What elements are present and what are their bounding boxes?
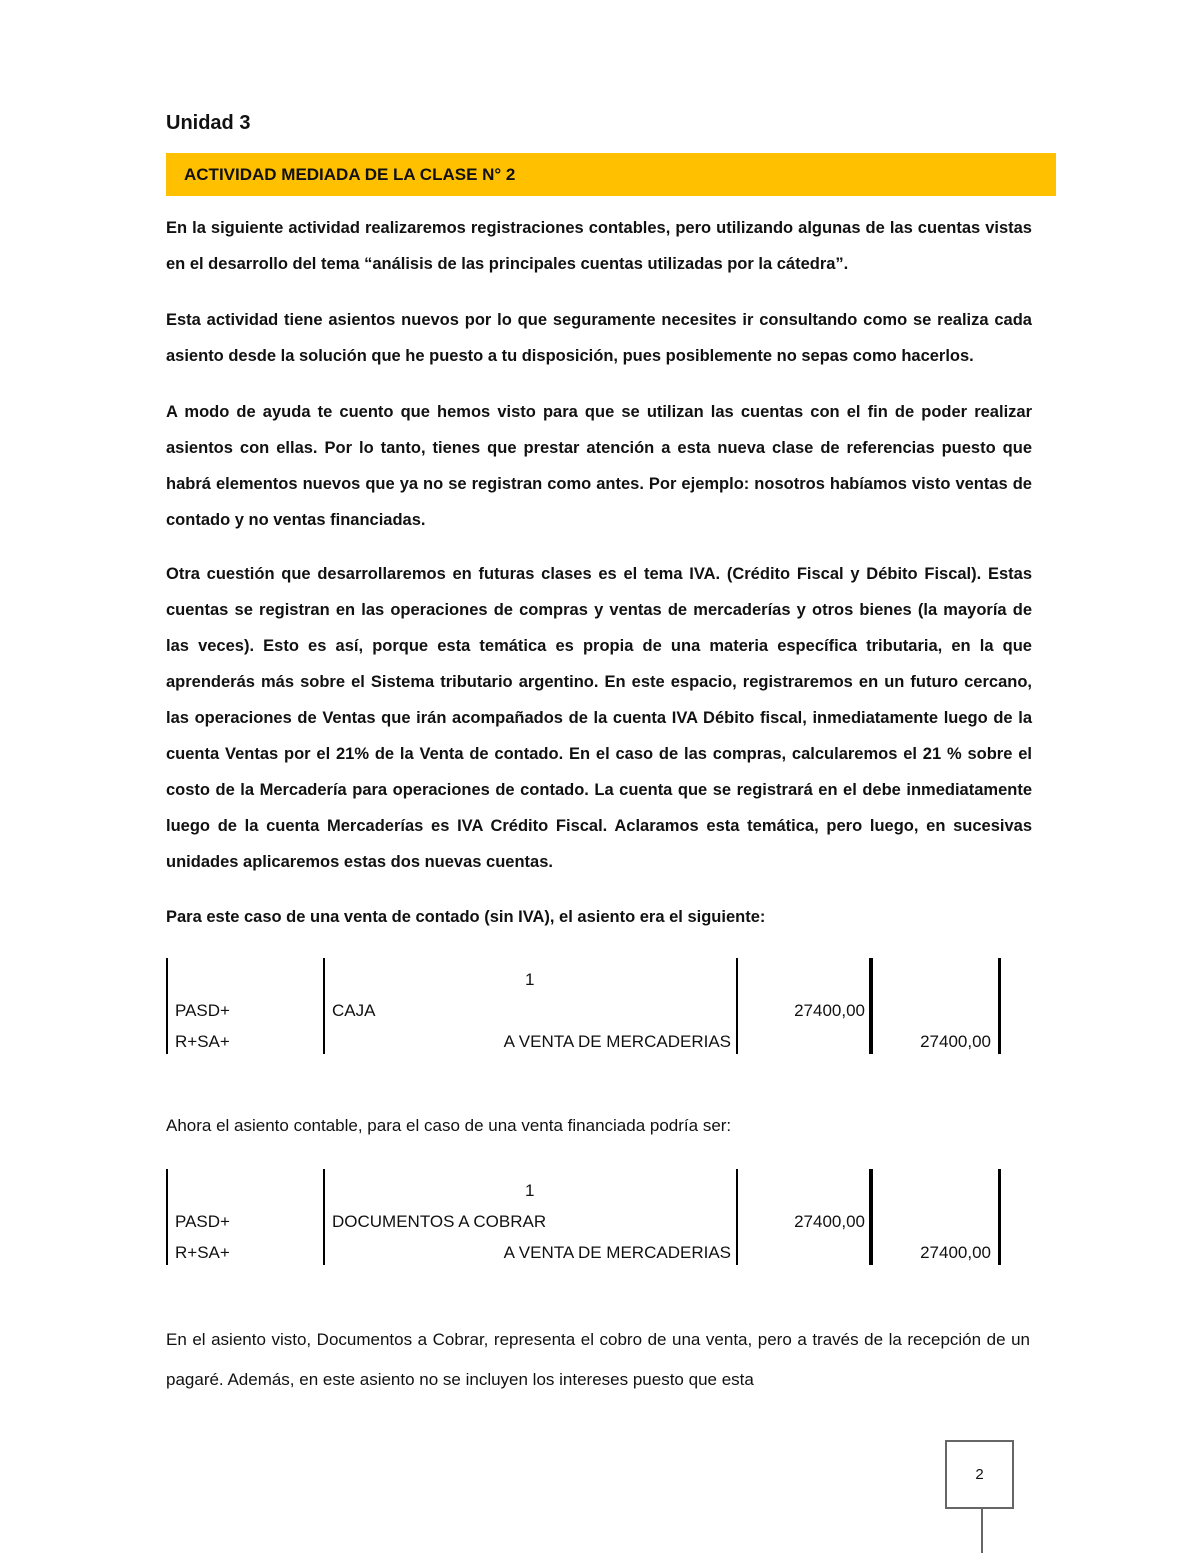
entry-number: 1 bbox=[525, 970, 535, 989]
paragraph-closing: En el asiento visto, Documentos a Cobrar, representa el cobro de una venta, pero a través de la recepción de un pagaré. Además, en este asiento no se incluyen los intereses puesto que esta bbox=[166, 1330, 1030, 1389]
paragraph-financed-sale: Ahora el asiento contable, para el caso de una venta financiada podría ser: bbox=[166, 1116, 732, 1135]
entry-credit: 27400,00 bbox=[920, 1032, 991, 1051]
page-number-box bbox=[945, 1440, 1014, 1509]
entry-account: DOCUMENTOS A COBRAR bbox=[332, 1212, 547, 1231]
ledger-border bbox=[869, 1169, 873, 1265]
paragraph-help: A modo de ayuda te cuento que hemos visto para que se utilizan las cuentas con el fin de poder realizar asientos con ellas. Por lo tanto, tienes que prestar atención a esta nueva clase de referencias puesto que habrá elementos nuevos que ya no se registran como antes. Por ejemplo: nosotros habíamos visto ventas de contado y no ventas financiadas. bbox=[166, 403, 1032, 529]
ledger-border bbox=[736, 958, 738, 1054]
ledger-border bbox=[998, 1169, 1001, 1265]
entry-account: A VENTA DE MERCADERIAS bbox=[503, 1243, 731, 1262]
entry-number: 1 bbox=[525, 1181, 535, 1200]
entry-code: PASD+ bbox=[175, 1001, 230, 1020]
paragraph-new-entries: Esta actividad tiene asientos nuevos por lo que seguramente necesites ir consultando como se realiza cada asiento desde la solución que he puesto a tu disposición, pues posiblemente no sepas como hacerlos. bbox=[166, 311, 1032, 365]
activity-banner-label: ACTIVIDAD MEDIADA DE LA CLASE N° 2 bbox=[184, 164, 516, 184]
journal-entry-cash-sale bbox=[166, 958, 1002, 1054]
ledger-border bbox=[998, 958, 1001, 1054]
entry-debit: 27400,00 bbox=[794, 1001, 865, 1020]
entry-account: CAJA bbox=[332, 1001, 376, 1020]
paragraph-intro: En la siguiente actividad realizaremos registraciones contables, pero utilizando algunas de las cuentas vistas en el desarrollo del tema “análisis de las principales cuentas utilizadas por la cátedra”. bbox=[166, 219, 1032, 273]
page-number: 2 bbox=[975, 1466, 984, 1483]
ledger-border bbox=[323, 1169, 325, 1265]
ledger-border bbox=[869, 958, 873, 1054]
entry-code: R+SA+ bbox=[175, 1032, 230, 1051]
entry-code: PASD+ bbox=[175, 1212, 230, 1231]
ledger-border bbox=[323, 958, 325, 1054]
activity-banner bbox=[166, 153, 1056, 196]
ledger-border bbox=[166, 958, 168, 1054]
ledger-border bbox=[166, 1169, 168, 1265]
entry-account: A VENTA DE MERCADERIAS bbox=[503, 1032, 731, 1051]
entry-credit: 27400,00 bbox=[920, 1243, 991, 1262]
ledger-border bbox=[736, 1169, 738, 1265]
journal-entry-financed-sale bbox=[166, 1169, 1002, 1265]
paragraph-iva: Otra cuestión que desarrollaremos en futuras clases es el tema IVA. (Crédito Fiscal y Débito Fiscal). Estas cuentas se registran en las operaciones de compras y ventas de mercaderías y otros bienes (la mayoría de las veces). Esto es así, porque esta temática es propia de una materia específica tributaria, en la que aprenderás más sobre el Sistema tributario argentino. En este espacio, registraremos en un futuro cercano, las operaciones de Ventas que irán acompañados de la cuenta IVA Débito fiscal, inmediatamente luego de la cuenta Ventas por el 21% de la Venta de contado. En el caso de las compras, calcularemos el 21 % sobre el costo de la Mercadería para operaciones de contado. La cuenta que se registrará en el debe inmediatamente luego de la cuenta Mercaderías es IVA Crédito Fiscal. Aclaramos esta temática, pero luego, en sucesivas unidades aplicaremos estas dos nuevas cuentas. bbox=[166, 565, 1032, 871]
page-number-stem bbox=[981, 1509, 983, 1553]
paragraph-cash-sale: Para este caso de una venta de contado (sin IVA), el asiento era el siguiente: bbox=[166, 908, 766, 926]
entry-code: R+SA+ bbox=[175, 1243, 230, 1262]
entry-debit: 27400,00 bbox=[794, 1212, 865, 1231]
unit-title: Unidad 3 bbox=[166, 112, 251, 134]
